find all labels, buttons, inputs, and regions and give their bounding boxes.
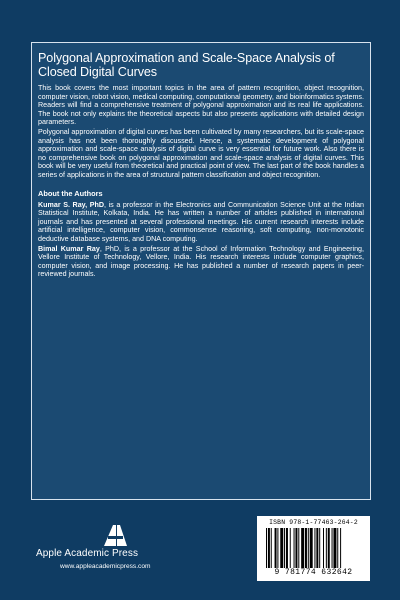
author2-bio-text: , PhD, is a professor at the School of Information Technology and Engineering, Vellore Institute of Technology, Vellore, India. His research interests include computer graphics, computer vision, and image processing. He has published a number of research papers in peer-reviewed journals. — [38, 244, 364, 279]
book-title: Polygonal Approximation and Scale-Space Analysis of Closed Digital Curves — [38, 51, 335, 79]
author1-degree: , PhD — [85, 200, 105, 209]
about-authors-heading: About the Authors — [38, 188, 103, 198]
isbn-label: ISBN 978-1-77463-264-2 — [269, 519, 358, 526]
author1-name: Kumar S. Ray — [38, 200, 86, 209]
content-panel — [31, 42, 371, 500]
barcode-icon — [264, 528, 364, 568]
description-paragraph-2: Polygonal approximation of digital curves has been cultivated by many researchers, but its scale-space analysis has not been thoroughly discussed. Hence, a systematic development of polygonal approximation and scale-space analysis of digital curve is very essential for future work. Also there is no comprehensive book on polygonal approximation and scale-space analysis of digital curves. This book will be very useful from theoretical and practical point of view. The last part of the book handles a series of applications in the area of structural pattern classification and object recognition. — [38, 127, 364, 179]
author1-bio — [38, 201, 364, 244]
apple-academic-press-logo-icon — [100, 522, 130, 548]
author2-bio — [38, 245, 364, 279]
author1-bio-text: , is a professor in the Electronics and Communication Science Unit at the Indian Statistical Institute, Kolkata, India. He has written a number of articles published in international journals and has presented at several professional meetings. His current research interests include artificial intelligence, computer vision, commonsense reasoning, soft computing, non-monotonic deductive database systems, and DNA computing. — [38, 200, 365, 243]
description-paragraph-1: This book covers the most important topics in the area of pattern recognition, object recognition, computer vision, robot vision, medical computing, computational geometry, and bioinformatics systems. Readers will find a comprehensive treatment of polygonal approximation and its real life applications. The book not only explains the theoretical aspects but also presents applications with detailed design parameters. — [38, 84, 364, 127]
barcode-digits: 9 781774 632642 — [274, 568, 353, 577]
author2-name: Bimal Kumar Ray — [38, 244, 100, 253]
publisher-name: Apple Academic Press — [36, 548, 139, 559]
publisher-block — [30, 520, 200, 580]
barcode-panel — [257, 516, 370, 581]
publisher-website: www.appleacademicpress.com — [60, 563, 151, 570]
